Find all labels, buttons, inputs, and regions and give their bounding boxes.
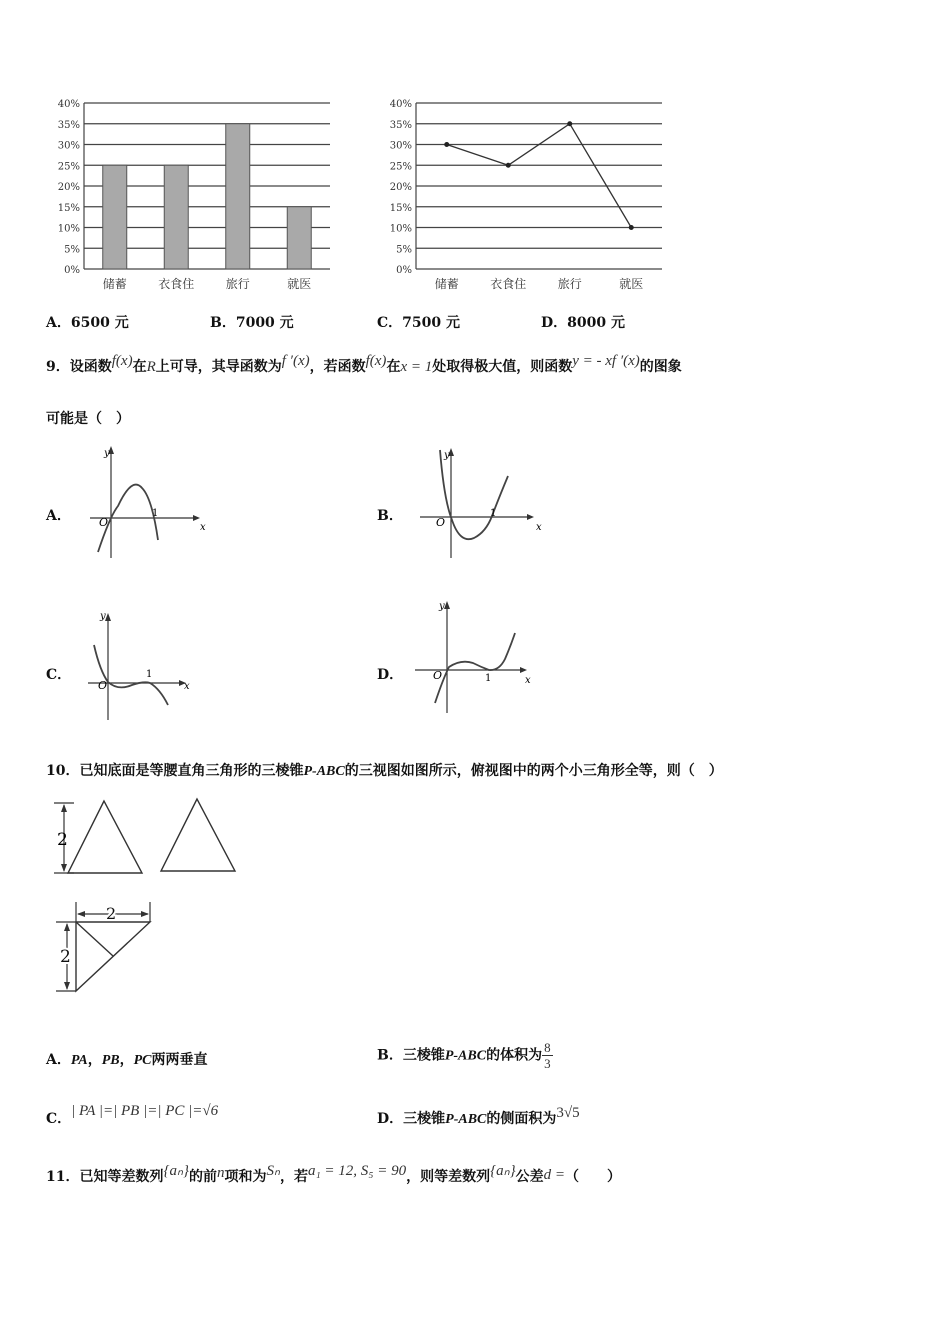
q10-stem — [46, 760, 723, 780]
y-tick-label: 20% — [389, 182, 412, 193]
y-tick-label: 35% — [57, 119, 80, 131]
dim-label: 2 — [57, 830, 68, 850]
q9-t6: 的图象 — [639, 359, 682, 375]
q10-option-c-label: C． — [46, 1111, 72, 1127]
q9-option-c-label[interactable]: C． — [46, 667, 72, 683]
fraction-numerator: 8 — [544, 1040, 551, 1055]
y-label: y — [100, 611, 106, 622]
q8-option-c[interactable]: C．7500 元 — [377, 315, 460, 331]
q9-t5: 处取得极大值，则函数 — [432, 359, 573, 375]
y-tick-label: 40% — [57, 99, 80, 110]
q9-fpx: f ′(x) — [281, 353, 310, 369]
q10-option-d-expr: 3√5 — [556, 1105, 580, 1121]
x-axis-arrow — [193, 515, 200, 521]
bar — [164, 165, 188, 269]
q11-an: {aₙ} — [163, 1163, 189, 1179]
dim-arrow-down — [61, 864, 67, 872]
line-chart — [372, 95, 672, 295]
y-tick-label: 5% — [64, 244, 80, 256]
x-tick-label: 储蓄 — [102, 277, 127, 291]
bar — [103, 165, 127, 269]
dim-arrow-up — [61, 804, 67, 812]
y-tick-label: 15% — [57, 202, 80, 214]
dim-left-arrow-up — [64, 923, 70, 931]
x-tick-label: 就医 — [619, 277, 644, 291]
q9-fx: f(x) — [111, 353, 133, 369]
q9-t3: ，若函数 — [309, 359, 366, 375]
q10-option-c-expr: | PA |=| PB |=| PC |=√6 — [71, 1103, 219, 1119]
q10-option-a-sep1: ， — [87, 1052, 102, 1068]
y-tick-label: 30% — [57, 140, 80, 152]
y-tick-label: 5% — [396, 244, 412, 256]
data-point — [444, 142, 449, 147]
q9-option-b-label[interactable]: B． — [377, 508, 403, 524]
q10-option-a-tail: 两两垂直 — [151, 1052, 208, 1068]
q10-option-d-label: D．三棱锥 — [377, 1111, 446, 1127]
y-tick-label: 10% — [389, 223, 412, 235]
q9-graph-c[interactable] — [88, 605, 208, 725]
dim-top-arrow-left — [77, 911, 85, 917]
q11-n: n — [216, 1165, 225, 1181]
y-tick-label: 30% — [389, 140, 412, 152]
q10-option-c[interactable] — [46, 1103, 219, 1128]
y-tick-label: 20% — [57, 182, 80, 193]
q9-r: R — [146, 359, 156, 375]
q9-yexpr: y = - xf ′(x) — [572, 353, 640, 369]
q11-stem — [46, 1163, 621, 1186]
q9-fx2: f(x) — [365, 353, 387, 369]
dim-top-arrow-right — [141, 911, 149, 917]
y-tick-label: 25% — [57, 161, 80, 173]
q10-option-b-label: B．三棱锥 — [377, 1047, 445, 1064]
q9-stem-line2: 可能是（ ） — [46, 411, 130, 427]
x-axis-arrow — [527, 514, 534, 520]
q9-graph-b[interactable] — [420, 440, 545, 565]
x-label: x — [200, 522, 206, 533]
y-label: y — [104, 448, 110, 459]
x-tick-label: 旅行 — [225, 277, 250, 291]
bar — [226, 124, 250, 269]
q10-option-b-mid: 的体积为 — [486, 1047, 543, 1064]
x-axis-arrow — [520, 667, 527, 673]
y-tick-label: 0% — [64, 265, 80, 276]
dim-top-label: 2 — [106, 904, 117, 923]
origin-label: O — [436, 516, 446, 529]
q10-t1: 的三视图如图所示，俯视图中的两个小三角形全等，则（ ） — [344, 763, 723, 779]
x-tick-label: 衣食住 — [490, 277, 527, 291]
q11-an-2: {aₙ} — [490, 1163, 516, 1179]
q9-option-d-label[interactable]: D． — [377, 667, 404, 683]
top-inner-line — [76, 922, 113, 956]
x-tick-label: 储蓄 — [434, 277, 459, 291]
x-label: x — [525, 675, 531, 686]
q10-option-a-pa: PA — [70, 1053, 88, 1068]
series-line — [447, 124, 632, 228]
q11-condition: a₁ = 12, S₅ = 90 — [307, 1163, 407, 1179]
q8-option-b[interactable]: B．7000 元 — [210, 315, 294, 331]
q11-sn: Sₙ — [266, 1163, 280, 1179]
q9-t1: 在 — [132, 359, 147, 375]
bar — [287, 207, 311, 269]
y-label: y — [439, 601, 445, 612]
q11-t2: 项和为 — [224, 1169, 267, 1185]
q10-option-a-pb: PB — [101, 1053, 120, 1068]
y-axis-arrow — [105, 613, 111, 621]
q10-option-a-pc: PC — [133, 1053, 152, 1068]
tick-1-label: 1 — [152, 508, 159, 519]
x-tick-label: 衣食住 — [158, 277, 195, 291]
q10-front-view — [50, 795, 150, 880]
tick-1-label: 1 — [485, 673, 492, 684]
q10-option-d[interactable] — [377, 1105, 580, 1128]
curve — [440, 450, 508, 539]
q11-t3: ，若 — [279, 1169, 308, 1185]
fraction-denominator: 3 — [544, 1056, 551, 1071]
q8-option-a[interactable]: A．6500 元 — [46, 315, 129, 331]
q9-stem — [46, 353, 682, 376]
y-tick-label: 40% — [389, 99, 412, 110]
dim-left-label: 2 — [60, 947, 71, 967]
q9-num: 9．设函数 — [46, 359, 112, 375]
q10-option-b-fraction — [542, 1040, 553, 1071]
q9-t4: 在 — [386, 359, 401, 375]
q11-d: d = — [543, 1167, 565, 1183]
q10-top-view — [50, 900, 165, 1000]
q10-option-d-pabc: P-ABC — [445, 1112, 487, 1127]
q11-t4: ，则等差数列 — [406, 1169, 491, 1185]
q11-num: 11．已知等差数列 — [46, 1169, 164, 1185]
curve — [94, 645, 168, 705]
q10-option-a[interactable] — [46, 1049, 208, 1069]
origin-label: O — [99, 516, 109, 529]
q11-t6: （ ） — [565, 1169, 621, 1185]
q10-num: 10．已知底面是等腰直角三角形的三棱锥 — [46, 763, 304, 779]
q10-side-view — [155, 795, 245, 880]
x-tick-label: 就医 — [287, 277, 312, 291]
q9-x1: x = 1 — [400, 359, 433, 375]
tick-1-label: 1 — [146, 669, 153, 680]
q8-option-d[interactable]: D．8000 元 — [541, 315, 625, 331]
y-tick-label: 15% — [389, 202, 412, 214]
q11-t5: 公差 — [515, 1169, 544, 1185]
origin-label: O — [98, 679, 108, 692]
x-tick-label: 旅行 — [557, 277, 582, 291]
q9-graph-d[interactable] — [415, 595, 540, 720]
x-label: x — [536, 522, 542, 533]
tick-1-label: 1 — [490, 508, 497, 519]
q10-pabc: P-ABC — [303, 764, 345, 779]
dim-left-arrow-down — [64, 982, 70, 990]
origin-label: O — [433, 669, 443, 682]
data-point — [567, 121, 572, 126]
q9-graph-a[interactable] — [90, 440, 210, 565]
q10-option-d-mid: 的侧面积为 — [486, 1111, 557, 1127]
front-triangle — [68, 801, 142, 873]
q9-option-a-label[interactable]: A． — [46, 508, 71, 524]
y-label: y — [444, 450, 450, 461]
side-triangle — [161, 799, 235, 871]
y-tick-label: 10% — [57, 223, 80, 235]
bar-chart — [40, 95, 340, 295]
y-tick-label: 35% — [389, 119, 412, 131]
y-tick-label: 0% — [396, 265, 412, 276]
y-axis-arrow — [444, 601, 450, 609]
q10-option-a-sep2: ， — [119, 1052, 134, 1068]
data-point — [506, 163, 511, 168]
q10-option-a-label: A． — [46, 1052, 71, 1068]
x-label: x — [184, 681, 190, 692]
y-tick-label: 25% — [389, 161, 412, 173]
q10-option-b[interactable] — [377, 1040, 553, 1071]
q10-option-b-pabc: P-ABC — [444, 1048, 487, 1064]
q11-t1: 的前 — [188, 1169, 217, 1185]
q9-t2: 上可导，其导函数为 — [155, 359, 282, 375]
data-point — [629, 225, 634, 230]
